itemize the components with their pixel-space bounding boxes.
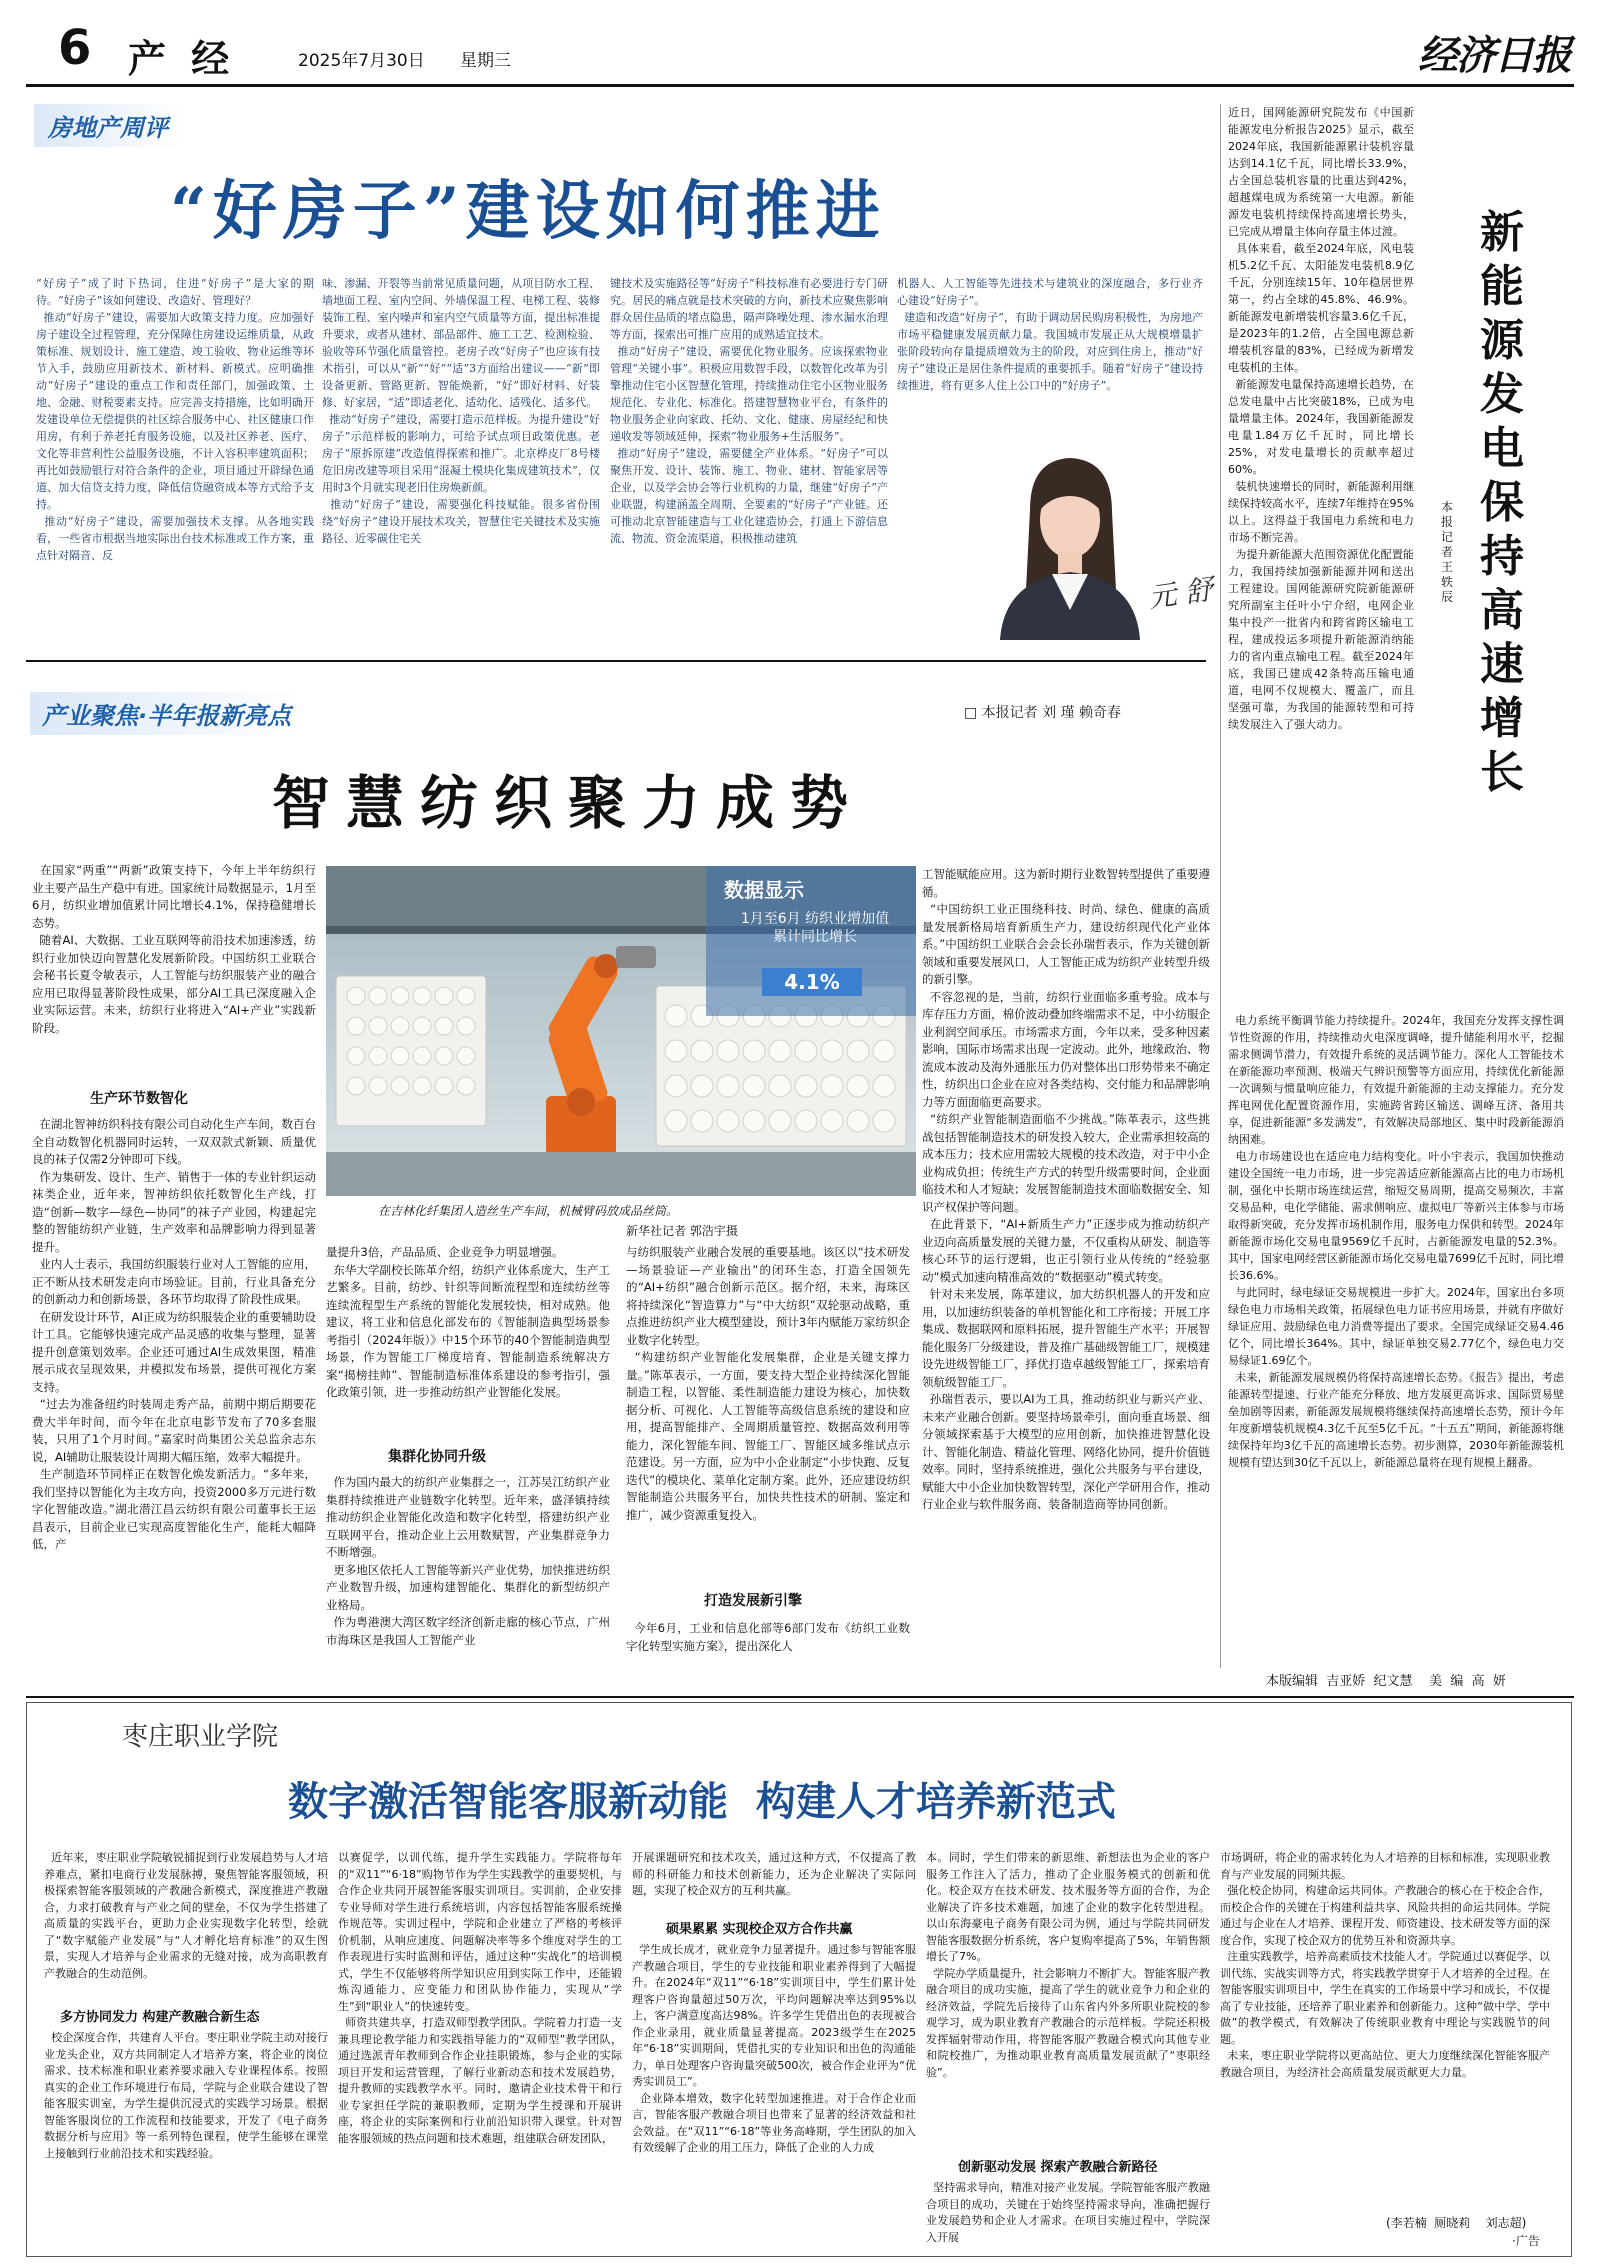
ad-mark: ·广告 [1512, 2234, 1540, 2248]
ad-top-rule [26, 1696, 1574, 1698]
data-box-value: 4.1% [762, 968, 862, 996]
sidebar-title-char: 新 [1480, 207, 1524, 258]
sidebar-title-char: 高 [1480, 585, 1524, 636]
data-box-text: 1月至6月 纺织业增加值累计同比增长 [740, 911, 890, 945]
paper-logo: 经济日报 [1418, 32, 1570, 79]
sidebar-byline [1440, 500, 1454, 605]
sidebar-title-char: 保 [1480, 477, 1524, 528]
page-number: 6 [58, 20, 92, 76]
sidebar-title-char: 持 [1480, 531, 1524, 582]
sidebar-title-char: 长 [1480, 747, 1524, 798]
ad-col-5: 市场调研，将企业的需求转化为人才培养的目标和标准，实现职业教育与产业发展的同频共振。 强化校企协同，构建命运共同体。产教融合的核心在于校企合作，而校企合作的关键在于构建利益共享、风险共担的命运共同体。学院通过与企业在人才培养、课程开发、师资建设、技术研发等方面的深度合作，实现了校企双方的优势互补和资源共享。 注重实践教学，培养高素质技术技能人才。学院通过以赛促学、以训代练、实战实训等方式，将实践教学贯穿于人才培养的全过程。在智能客服实训项目中，学生在真实的工作场景中学习和成长，不仅提高了专业技能，还培养了职业素养和创新能力。这种“做中学、学中做”的教学模式，有效解决了传统职业教育中理论与实践脱节的问题。 未来，枣庄职业学院将以更高站位、更大力度继续深化智能客服产教融合项目，为经济社会高质量发展贡献更大力量。 [1220, 1851, 1550, 2079]
article1-bottom-rule [26, 660, 1206, 662]
article2-mid-body-2: 作为国内最大的纺织产业集群之一，江苏吴江纺织产业集群持续推进产业链数字化转型。近年来，盛泽镇持续推动纺织企业智能化改造和数字化转型，搭建纺织产业互联网平台，推动企业上云用数赋智，产业集群竞争力不断增强。 更多地区依托人工智能等新兴产业优势，加快推进纺织产业数智升级，加速构建智能化、集群化的新型纺织产业格局。 作为粤港澳大湾区数字经济创新走廊的核心节点，广州市海珠区是我国人工智能产业 [326, 1475, 610, 1647]
byline-char: 记 [1440, 530, 1453, 544]
ad-subhead-3: 创新驱动发展 探索产教融合新路径 [958, 2160, 1158, 2175]
ad-subhead-1: 多方协同发力 构建产教融合新生态 [60, 2010, 260, 2025]
byline-char: 辰 [1440, 590, 1453, 604]
author-portrait [990, 440, 1150, 640]
sidebar-bottom-text: 电力系统平衡调节能力持续提升。2024年，我国充分发挥支撑性调节性资源的作用，持续推动火电深度调峰，提升储能利用水平，挖掘需求侧调节潜力，有效提升系统的灵活调节能力。深化人工智能技术在新能源功率预测、极端天气辨识预警等方面应用，持续优化新能源一次调频与惯量响应能力，有效提升新能源的主动支撑能力。充分发挥电网优化配置资源作用，实施跨省跨区输送、调峰互济、备用共享，促进新能源“多发满发”，有效解决局部地区、集中时段新能源消纳困难。 电力市场建设也在适应电力结构变化。叶小宇表示，我国加快推动建设全国统一电力市场，进一步完善适应新能源高占比的电力市场机制，强化中长期市场连续运营，缩短交易周期，提高交易频次，丰富交易品种，电化学储能、需求侧响应、虚拟电厂等新兴主体参与市场取得新突破，充分发挥市场机制作用，服务电力保供和转型。2024年新能源市场化交易电量9569亿千瓦时，占新能源发电量的52.3%。其中，国家电网经营区新能源市场化交易电量7699亿千瓦时，同比增长36.6%。 与此同时，绿电绿证交易规模进一步扩大。2024年，国家出台多项绿色电力市场相关政策，拓展绿色电力证书应用场景，并就有序做好绿证应用、鼓励绿色电力消费等提出了要求。全国完成绿证交易4.46亿个，同比增长364%。其中，绿证单独交易2.77亿个，绿色电力交易绿证1.69亿个。 未来，新能源发展规模仍将保持高速增长态势。《报告》提出，考虑能源转型提速、行业产能充分释放、地方发展更高诉求、国际贸易壁垒加剧等因素，新能源发展规模将继续保持高速增长态势，预计今年年度新增装机规模4.3亿千瓦至5亿千瓦。“十五五”期间，新能源将继续保持年均3亿千瓦的高速增长态势。初步测算，2030年新能源装机规模有望达到30亿千瓦以上，新能源总量将在现有规模上翻番。 [1228, 1014, 1564, 1469]
data-box-title: 数据显示 [724, 878, 804, 902]
sidebar-top-text: 近日，国网能源研究院发布《中国新能源发电分析报告2025》显示，截至2024年底，我国新能源累计装机容量达到14.1亿千瓦，同比增长33.9%，占全国总装机容量的比重达到42%，超越煤电成为系统第一大电源。新能源发电装机持续保持高速增长势头，已完成从增量主体向存量主体过渡。 具体来看，截至2024年底，风电装机5.2亿千瓦、太阳能发电装机8.9亿千瓦，分别连续15年、10年稳居世界第一，约占全球的45.8%、46.9%。新能源发电新增装机容量3.6亿千瓦，是2023年的1.2倍，占全国电源总新增装机容量的83%，已经成为新增发电装机的主体。 新能源发电量保持高速增长趋势，在总发电量中占比突破18%，已成为电量增量主体。2024年，我国新能源发电量1.84万亿千瓦时，同比增长25%，对发电量增长的贡献率超过60%。 装机快速增长的同时，新能源利用继续保持较高水平，连续7年维持在95%以上。这得益于我国电力系统和电力市场不断完善。 为提升新能源大范围资源优化配置能力，我国持续加强新能源并网和送出工程建设。国网能源研究院新能源研究所副室主任叶小宁介绍，电网企业集中投产一批省内和跨省跨区输电工程，建成投运多项提升新能源消纳能力的省内重点输电工程。截至2024年底，我国已建成42条特高压输电通道，电网不仅规模大、覆盖广，而且坚强可靠，为我国的能源转型和可持续发展注入了强大动力。 [1228, 106, 1414, 731]
subhead-engine: 打造发展新引擎 [704, 1593, 802, 1609]
byline-char: 轶 [1440, 575, 1453, 589]
article2-byline: □ 本报记者 刘 瑾 赖奇春 [964, 705, 1122, 721]
sidebar-title-char: 源 [1480, 315, 1524, 366]
sidebar-title-char: 电 [1480, 423, 1524, 474]
ad-col-4: 本。同时，学生们带来的新思维、新想法也为企业的客户服务工作注入了活力，推动了企业服务模式的创新和优化。校企双方在技术研发、技术服务等方面的合作，为企业解决了许多技术难题，加速了企业的数字化转型进程。以山东海豪电子商务有限公司为例，通过与学院共同研发智能客服数据分析系统，客户复购率提高了5%，年销售额增长了7%。 学院办学质量提升，社会影响力不断扩大。智能客服产教融合项目的成功实施，提高了学生的就业竞争力和企业的经济效益，学院先后接待了山东省内外多所职业院校的参观学习，成为职业教育产教融合的示范样板。学院还积极发挥辐射带动作用，将智能客服产教融合模式向其他专业和院校推广，为推动职业教育高质量发展贡献了“枣职经验”。 [926, 1851, 1210, 2079]
ad-col-2: 以赛促学，以训代练，提升学生实践能力。学院将每年的“双11”“6·18”购物节作为学生实践教学的重要契机，与合作企业共同开展智能客服实训项目。实训前，企业安排专业导师对学生进行系统培训，内容包括智能客服系统操作规范等。实训过程中，学院和企业建立了严格的考核评价机制，从响应速度、问题解决率等多个维度对学生的工作表现进行实时监测和评估，通过这种“实战化”的培训模式，学生不仅能够将所学知识应用到实际工作中，还能锻炼沟通能力、应变能力和团队协作能力，实现从“学生”到“职业人”的快速转变。 师资共建共享，打造双师型教学团队。学院着力打造一支兼具理论教学能力和实践指导能力的“双师型”教学团队，通过选派青年教师到合作企业挂职锻炼，参与企业的实际项目开发和运营管理，了解行业新动态和技术发展趋势，提升教师的实践教学水平。同时，邀请企业技术骨干和行业专家担任学院的兼职教师，定期为学生授课和开展讲座，将企业的实际案例和行业前沿知识带入课堂。针对智能客服领域的热点问题和技术难题，组建联合研发团队， [338, 1851, 622, 2145]
article1-kicker: 房地产周评 [34, 104, 182, 147]
article1-col-4: 机器人、人工智能等先进技术与建筑业的深度融合，多行业齐心建设“好房子”。 建造和改造“好房子”，有助于调动居民购房积极性，为房地产市场平稳健康发展贡献力量。我国城市发展正从大规模增量扩张阶段转向存量提质增效为主的阶段，对应到住房上，推动“好房子”建设正是居住条件提质的重要抓手。随着“好房子”建设持续推进，将有更多人住上公口中的“好房子”。 [897, 277, 1203, 392]
article2-kicker: 产业聚焦·半年报新亮点 [30, 692, 303, 735]
subhead-production: 生产环节数智化 [90, 1091, 188, 1107]
sidebar-title-char: 发 [1480, 369, 1524, 420]
article1-col-3: 键技术及实施路径等“好房子”科技标准有必要进行专门研究。居民的痛点就是技术突破的方向，新技术应聚焦影响群众居住品质的堵点隐患，隔声降噪处理、渗水漏水治理等方面，探索出可推广应用的成熟适宜技术。 推动“好房子”建设，需要优化物业服务。应该探索物业管理“关键小事”。积极应用数智手段，以数智化改革为引擎推动住宅小区智慧化管理，持续推动住宅小区物业服务规范化、专业化、标准化。搭建智慧物业平台，有条件的物业服务企业向家政、托幼、文化、健康、房屋经纪和快递收发等领域延伸，探索“物业服务+生活服务”。 推动“好房子”建设，需要健全产业体系。“好房子”可以聚焦开发、设计、装饰、施工、物业、建材、智能家居等企业，以及学会协会等行业机构的力量，继建“好房子”产业联盟，构建涵盖全周期、全要素的“好房子”产业链。还可推动北京智能建造与工业化建造协会，打通上下游信息流、物流、资金流渠道，积极推动建筑 [610, 277, 888, 545]
article2-lead: 在国家“两重”“两新”政策支持下，今年上半年纺织行业主要产品生产稳中有进。国家统计局数据显示，1月至6月，纺织业增加值累计同比增长4.1%，保持稳健增长态势。 随着AI、大数据、工业互联网等前沿技术加速渗透，纺织行业加快迈向智慧化发展新阶段。中国纺织工业联合会秘书长夏令敏表示，人工智能与纺织服装产业的融合应用已取得显著阶段性成果，部分AI工具已深度融入企业实际运营。未来，纺织行业将进入“AI+产业”实践新阶段。 [32, 863, 316, 1035]
article2-right-body: 与纺织服装产业融合发展的重要基地。该区以“技术研发—场景验证—产业输出”的闭环生态，打造全国领先的“AI+纺织”融合创新示范区。据介绍，未来，海珠区将持续深化“智造算力”与“中大纺织”双轮驱动战略，重点推进纺织产业大模型建设，预计3年内赋能万家纺织企业数字化转型。 “构建纺织产业智能化发展集群，企业是关键支撑力量。”陈革表示，一方面，要支持大型企业持续深化智能制造工程，以智能、柔性制造能力建设为核心，加快数据分析、可视化、人工智能等高级信息系统的建设和应用，提高智能排产、全周期质量管控、数据高效利用等能力，深化智能车间、智能工厂、智能区域多维试点示范建设。另一方面，应为中小企业制定“小步快跑、反复迭代”的模块化、菜单化定制方案。此外，还应建设纺织智能制造公共服务平台，加快共性技术的研制、鉴定和推广，减少资源重复投入。 [626, 1245, 910, 1522]
sidebar-title-char: 增 [1480, 693, 1524, 744]
article1-col-1: “好房子”成了时下热词，住进“好房子”是大家的期待。“好房子”该如何建设、改造好、管理好？ 推动“好房子”建设，需要加大政策支持力度。应加强好房子建设全过程管理，充分保障住房建设运维质量，从政策标准、规划设计、施工建造、竣工验收、物业运维等环节入手，鼓励应用新技术、新材料、新模式。应明确推动“好房子”建设的重点工作和责任部门，加强政策、土地、金融、财税要素支持。应完善支持措施，比如明确开发建设单位无偿提供的社区综合服务中心、社区健康口作用房，有利于养老托育服务设施，以及社区养老、医疗、文化等非营利性公益服务设施，不计入容积率建筑面积；再比如鼓励银行对符合条件的企业，项目通过开辟绿色通道、加大信贷支持力度，降低信贷融资成本等方式给予支持。 推动“好房子”建设，需要加强技术支撑。从各地实践看，一些省市根据当地实际出台技术标准或工作方案，重点针对隔音、反 [36, 277, 314, 562]
ad-col-3: 开展课题研究和技术攻关，通过这种方式，不仅提高了教师的科研能力和技术创新能力，还为企业解决了实际问题，实现了校企双方的互利共赢。 [632, 1851, 916, 1897]
ad-col-1b: 校企深度合作，共建育人平台。枣庄职业学院主动对接行业龙头企业，双方共同制定人才培养方案，将企业的岗位需求、技术标准和职业素养要求融入专业课程体系。按照真实的企业工作环境进行布局，学院与企业联合建设了智能客服实训室，为学生提供沉浸式的实践学习场景。根据智能客服岗位的工作流程和技能要求，开发了《电子商务数据分析与应用》等一系列特色课程，使学生能够在课堂上接触到行业前沿技术和实践经验。 [44, 2031, 328, 2160]
byline-char: 报 [1440, 515, 1453, 529]
sidebar-title-char: 能 [1480, 261, 1524, 312]
byline-char: 本 [1440, 500, 1453, 514]
author-signature: 元 舒 [1146, 572, 1216, 615]
sidebar-title-char: 速 [1480, 639, 1524, 690]
byline-char: 王 [1440, 560, 1453, 574]
ad-subhead-2: 硕果累累 实现校企双方合作共赢 [666, 1922, 853, 1937]
article2-headline: 智慧纺织聚力成势 [272, 769, 865, 837]
article2-left-body: 在湖北智神纺织科技有限公司自动化生产车间，数百台全自动数智化机器同时运转，一双双款式新颖、质量优良的袜子仅需2分钟即可下线。 作为集研发、设计、生产、销售于一体的专业针织运动袜类企业，近年来，智神纺织依托数智化生产线，打造“创新—数字—绿色—协同”的袜子产业园，构建起完整的智能纺织产业链，生产效率和品牌影响力得到显著提升。 业内人士表示，我国纺织服装行业对人工智能的应用，正不断从技术研发走向市场验证。目前，行业具备充分的创新动力和创新场景，各环节均取得了阶段性成果。 在研发设计环节，AI正成为纺织服装企业的重要辅助设计工具。它能够快速完成产品灵感的收集与整理，显著提升创意策划效率。企业还可通过AI生成效果图，精准展示成衣呈现效果，并模拟发布场景，提供可视化方案支持。 “过去为准备纽约时装周走秀产品，前期中期后期要花费大半年时间，而今年在北京电影节发布了70多套服装，只用了1个月时间。”嘉家时尚集团公关总监余志东说，AI辅助让服装设计周期大幅压缩，效率大幅提升。 生产制造环节同样正在数智化焕发新活力。“多年来，我们坚持以智能化为主攻方向，投资2000多万元进行数字化智能改造。”湖北潜江昌云纺织有限公司董事长王运昌表示，目前企业已实现高度智能化生产，能耗大幅降低，产 [32, 1117, 316, 1551]
byline-char: 者 [1440, 545, 1453, 559]
article2-far-right-body: 工智能赋能应用。这为新时期行业数智转型提供了重要遵循。 “中国纺织工业正围绕科技、时尚、绿色、健康的高质量发展新格局培育新质生产力，建设纺织现代化产业体系。”中国纺织工业联合会会长孙瑞哲表示，作为关键创新领域和重要发展风口，人工智能正成为纺织产业转型升级的新引擎。 不容忽视的是，当前，纺织行业面临多重考验。成本与库存压力方面，棉价波动叠加终端需求不足，中小纺服企业利润空间承压。市场需求方面，今年以来，受多种因素影响，国际市场需求出现一定波动。此外，地缘政治、物流成本波动及海外通胀压力仍对整体出口形势带来不确定性，纺织出口企业在应对各类结构、交付能力和品牌影响力等方面面临更高要求。 “纺织产业智能制造面临不少挑战。”陈革表示，这些挑战包括智能制造技术的研发投入较大，企业需承担较高的成本压力；技术应用需较大规模的技术改造，对于中小企业构成负担；传统生产方式的转型升级需要时间，企业面临技术和人才短缺；发展智能制造技术面临数据安全、知识产权保护等问题。 在此背景下，“AI+新质生产力”正逐步成为推动纺织产业迈向高质量发展的关键力量，不仅重构从研发、制造等核心环节的运行逻辑，也正引领行业从传统的“经验驱动”模式加速向精准高效的“数据驱动”模式转变。 针对未来发展，陈革建议，加大纺织机器人的开发和应用，以加速纺织装备的单机智能化和工序衔接；开展工序集成、数据联网和原料拓展，提升智能生产水平；开展智能化服务厂分级建设，普及推广基础级智能工厂，规模建设先进级智能工厂，择优打造卓越级智能工厂，探索培育领航级智能工厂。 孙瑞哲表示，要以AI为工具，推动纺织业与新兴产业、未来产业融合创新。要坚持场景牵引，面向垂直场景、细分领域探索基于大模型的应用创新，加快推进智慧化设计、智能化制造、精益化管理、网络化协同，提升价值链效率。同时，坚持系统推进，强化公共服务与平台建设，赋能大中小企业加快数智转型，深化产学研用合作，推动行业企业与软件服务商、装备制造商等协同创新。 [922, 867, 1210, 1511]
sidebar-title [1474, 206, 1530, 800]
article2-right-body-2: 今年6月，工业和信息化部等6部门发布《纺织工业数字化转型实施方案》，提出深化人 [626, 1621, 910, 1653]
article2-mid-body: 量提升3倍，产品品质、企业竞争力明显增强。 东华大学副校长陈革介绍，纺织产业体系庞大，生产工艺繁多。目前，纺纱、针织等间断流程型和连续纺丝等连续流程型生产系统的智能化发展较快，相对成熟。他建议，将工业和信息化部发布的《智能制造典型场景参考指引（2024年版）》中15个环节的40个智能制造典型场景，作为智能工厂梯度培育、智能制造系统解决方案“揭榜挂帅”、智能制造标准体系建设的参考指引，强化政策引领，进一步推动纺织产业智能化发展。 [326, 1245, 610, 1399]
ad-col-4b: 坚持需求导向，精准对接产业发展。学院智能客服产教融合项目的成功，关键在于始终坚持需求导向，准确把握行业发展趋势和企业人才需求。在项目实施过程中，学院深入开展 [926, 2181, 1210, 2244]
ad-headline: 数字激活智能客服新动能 构建人才培养新范式 [288, 1778, 1116, 1825]
section-name: 产 经 [128, 36, 236, 81]
article1-col-2: 味、渗漏、开裂等当前常见质量问题，从项目防水工程、墙地面工程、室内空间、外墙保温工程、电梯工程、装修装饰工程、室内噪声和室内空气质量等方面，提出标准提升要求，或者从建材、部品部件、施工工艺、检测检验、验收等环节强化质量管控。老房子改“好房子”也应该有技术指引，可以从“新”“好”“适”3方面给出建议——“新”即设备更新、管路更新、智能焕新，“好”即好材料、好装修、好家居，“适”即适老化、适幼化、适残化、适多代。 推动“好房子”建设，需要打造示范样板。为提升建设“好房子”示范样板的影响力，可给予试点项目政策优惠。老房子“原拆原建”改造值得探索和推广。北京桦皮厂8号楼危旧房改建等项目采用“混凝土模块化集成建筑技术”，仅用时3个月就实现老旧住房焕新颜。 推动“好房子”建设，需要强化科技赋能。很多省份围绕“好房子”建设开展技术攻关，智慧住宅关键技术及实施路径、近零碳住宅关 [322, 277, 600, 545]
ad-org-name: 枣庄职业学院 [122, 1722, 279, 1752]
article1-headline: “好房子”建设如何推进 [170, 174, 886, 249]
photo-caption: 在吉林化纤集团人造丝生产车间，机械臂码放成品丝筒。 [378, 1204, 679, 1218]
ad-signature: (李若楠 厕晓莉 刘志超) [1386, 2216, 1527, 2230]
editors-credit: 本版编辑 吉亚娇 纪文慧 美 编 高 妍 [1266, 1674, 1506, 1689]
photo-credit: 新华社记者 郭浩宇摄 [626, 1224, 738, 1238]
issue-date: 2025年7月30日 [298, 51, 425, 71]
subhead-cluster: 集群化协同升级 [388, 1449, 486, 1465]
sidebar-divider [1220, 104, 1221, 1668]
issue-weekday: 星期三 [460, 51, 511, 71]
masthead-rule [26, 84, 1574, 87]
ad-col-1: 近年来，枣庄职业学院敏锐捕捉到行业发展趋势与人才培养难点，紧扣电商行业发展脉搏，聚焦智能客服领域，积极探索智能客服领域的产教融合新模式，深度推进产教融合，力求打破教育与产业之间的壁垒，不仅为学生搭建了高质量的实践平台，更助力企业实现数字化转型，绘就了“数字赋能产业发展”与“人才孵化培育标准”的双生图景，实现人才培养与企业需求的无缝对接，成为高职教育产教融合的生动范例。 [44, 1851, 328, 1980]
ad-col-3b: 学生成长成才，就业竞争力显著提升。通过参与智能客服产教融合项目，学生的专业技能和职业素养得到了大幅提升。在2024年“双11”“6·18”实训项目中，学生们累计处理客户咨询量超过50万次，平均问题解决率达到95%以上，客户满意度高达98%。许多学生凭借出色的表现被合作企业录用，就业质量显著提高。2023级学生在2025年“6·18”实训期间，凭借扎实的专业知识和出色的沟通能力，单日处理客户咨询量突破500次，被合作企业评为“优秀实训员工”。 企业降本增效，数字化转型加速推进。对于合作企业而言，智能客服产教融合项目也带来了显著的经济效益和社会效益。在“双11”“6·18”等业务高峰期，学生团队的加入有效缓解了企业的用工压力，降低了企业的人力成 [632, 1943, 916, 2154]
